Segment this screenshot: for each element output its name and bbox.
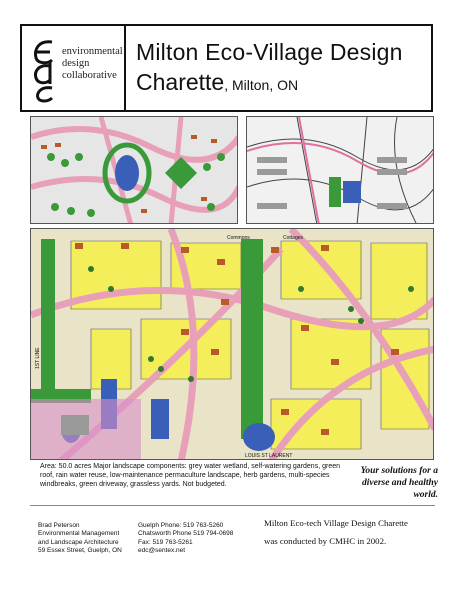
contact-fax: Fax: 519 763-5261: [138, 538, 193, 546]
site-sketch-left: [30, 116, 238, 224]
title-line-2: [136, 68, 431, 96]
logo-line: environmental: [62, 46, 123, 57]
title-banner: [20, 24, 433, 112]
contact-phone-guelph: Guelph Phone: 519 763-5260: [138, 522, 224, 529]
logo-line: collaborative: [62, 70, 117, 81]
label-first-line: 1ST LINE: [35, 347, 41, 369]
label-louis-st-laurent: LOUIS ST LAURENT: [245, 453, 293, 459]
title-location: , Milton, ON: [224, 77, 299, 93]
site-sketch-right: [246, 116, 434, 224]
main-site-plan: [30, 228, 434, 460]
contact-name-address: [38, 522, 122, 555]
logo-wordmark: [62, 46, 124, 82]
charette-note-line-2: was conducted by CMHC in 2002.: [264, 536, 387, 546]
charette-note: [264, 518, 444, 554]
divider: [30, 505, 435, 506]
page-title: Milton Eco-Village Design: [136, 39, 403, 65]
label-cottages: Cottages: [283, 235, 304, 241]
edc-monogram-logo: [30, 36, 58, 104]
tagline-line-1: Your solutions for a: [360, 466, 438, 476]
contact-phone-block: [138, 522, 233, 555]
title-charette: Charette: [136, 69, 225, 95]
logo-line: design: [62, 58, 90, 69]
project-description: Area: 50.0 acres Major landscape components: grey water wetland, self-watering gardens, green roof, rain water reuse, low-maintenance permaculture landscape, herb gardens, multi-species windbreaks, green driveway, grassless yards. Not budgeted.: [40, 463, 340, 488]
contact-org-1: Environmental Management: [38, 530, 120, 538]
edc-logo: [22, 26, 126, 110]
contact-name: Brad Peterson: [38, 522, 80, 529]
title-block: [126, 26, 431, 110]
charette-note-line-1: Milton Eco-tech Village Design Charette: [264, 518, 408, 528]
tagline-line-2: diverse and healthy world.: [362, 478, 438, 500]
label-commons: Commons: [227, 235, 250, 241]
contact-phone-chatsworth: Chatsworth Phone 519 794-0698: [138, 530, 234, 538]
tagline: [338, 465, 438, 501]
contact-org-2: and Landscape Architecture: [38, 538, 119, 546]
contact-email-link[interactable]: edc@sentex.net: [138, 546, 186, 554]
contact-address: 59 Essex Street, Guelph, ON: [38, 546, 122, 554]
